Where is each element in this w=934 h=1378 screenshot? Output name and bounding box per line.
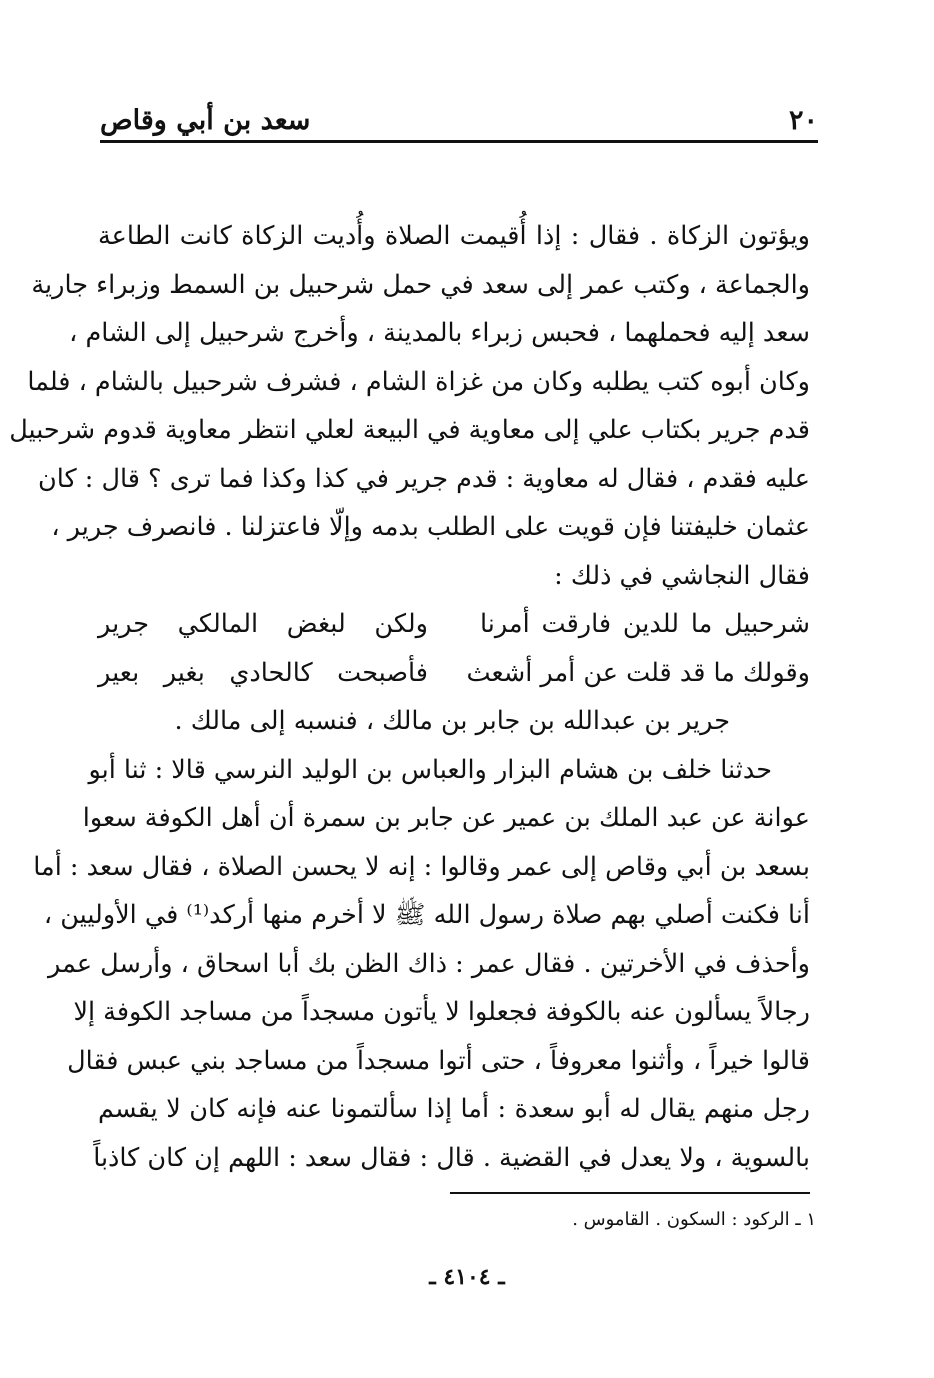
text-line: عوانة عن عبد الملك بن عمير عن جابر بن سمرة أن أهل الكوفة سعوا bbox=[82, 803, 810, 833]
text-line: ويؤتون الزكاة . فقال : إذا أُقيمت الصلاة وأُديت الزكاة كانت الطاعة bbox=[98, 221, 810, 251]
running-title: سعد بن أبي وقاص bbox=[100, 105, 311, 136]
text-line: عليه فقدم ، فقال له معاوية : قدم جرير في كذا وكذا فما ترى ؟ قال : كان bbox=[38, 463, 810, 494]
footnote-rule bbox=[450, 1192, 810, 1194]
text-line: وأحذف في الأخرتين . فقال عمر : ذاك الظن بك أبا اسحاق ، وأرسل عمر bbox=[48, 948, 810, 979]
text-line: أنا فكنت أصلي بهم صلاة رسول الله ﷺ لا أخرم منها أركد⁽¹⁾ في الأوليين ، bbox=[43, 900, 810, 930]
text-line: بالسوية ، ولا يعدل في القضية . قال : فقال سعد : اللهم إن كان كاذباً bbox=[93, 1142, 810, 1173]
text-line: جرير بن عبدالله بن جابر بن مالك ، فنسبه إلى مالك . bbox=[174, 706, 730, 736]
verse-second-hemistich: فأصبحت كالحادي بغير بعير bbox=[98, 657, 428, 688]
body-text bbox=[9, 212, 810, 1182]
text-line: قدم جرير بكتاب علي إلى معاوية في البيعة لعلي انتظر معاوية قدوم شرحبيل bbox=[9, 415, 810, 445]
poem-verse bbox=[98, 649, 810, 698]
text-line: سعد إليه فحملهما ، فحبس زبراء بالمدينة ، وأخرج شرحبيل إلى الشام ، bbox=[69, 318, 810, 348]
text-line: عثمان خليفتنا فإن قويت على الطلب بدمه وإلّا فاعتزلنا . فانصرف جرير ، bbox=[51, 512, 810, 542]
page-number-top: ٢٠ bbox=[788, 105, 818, 136]
text-line: وكان أبوه كتب يطلبه وكان من غزاة الشام ، فشرف شرحبيل بالشام ، فلما bbox=[27, 366, 810, 397]
footnote: ١ ـ الركود : السكون . القاموس . bbox=[572, 1209, 816, 1230]
text-line: رجل منهم يقال له أبو سعدة : أما إذا سألتمونا عنه فإنه كان لا يقسم bbox=[98, 1094, 810, 1124]
text-line: قالوا خيراً ، وأثنوا معروفاً ، حتى أتوا مسجداً من مساجد بني عبس فقال bbox=[67, 1045, 810, 1076]
header-rule bbox=[100, 140, 818, 143]
verse-first-hemistich: شرحبيل ما للدين فارقت أمرنا bbox=[480, 609, 810, 639]
verse-first-hemistich: وقولك ما قد قلت عن أمر أشعث bbox=[466, 657, 810, 688]
poem-verse bbox=[98, 600, 810, 649]
page-number-bottom: ـ ٤١٠٤ ـ bbox=[429, 1264, 505, 1290]
text-line: حدثنا خلف بن هشام البزار والعباس بن الوليد النرسي قالا : ثنا أبو bbox=[88, 754, 772, 785]
text-line: فقال النجاشي في ذلك : bbox=[554, 560, 810, 591]
verse-second-hemistich: ولكن لبغض المالكي جرير bbox=[98, 609, 428, 639]
text-line: بسعد بن أبي وقاص إلى عمر وقالوا : إنه لا يحسن الصلاة ، فقال سعد : أما bbox=[33, 851, 810, 882]
text-line: والجماعة ، وكتب عمر إلى سعد في حمل شرحبيل بن السمط وزبراء جارية bbox=[31, 269, 810, 300]
text-line: رجالاً يسألون عنه بالكوفة فجعلوا لا يأتون مسجداً من مساجد الكوفة إلا bbox=[73, 997, 810, 1027]
page-header bbox=[100, 92, 818, 136]
